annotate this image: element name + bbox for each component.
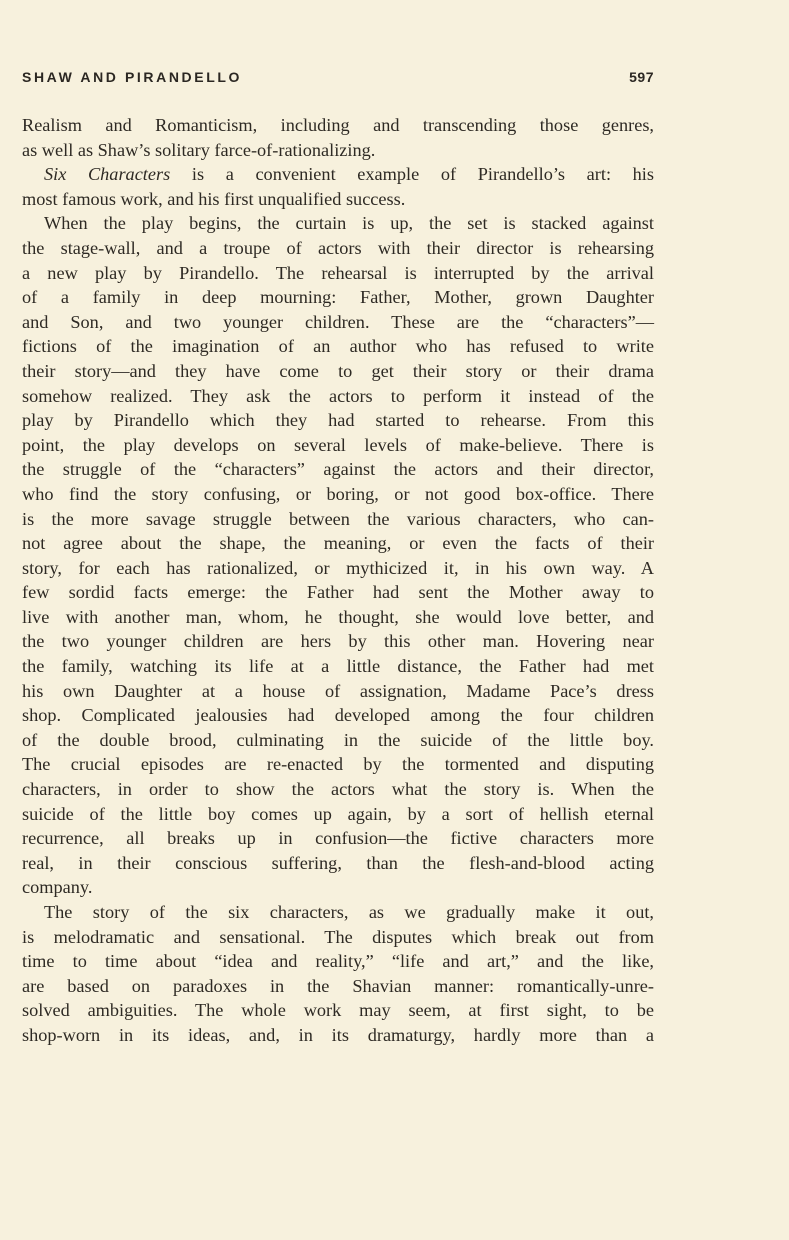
text-line: who find the story confusing, or boring, or not good box-office. There — [22, 483, 654, 504]
text-line: suicide of the little boy comes up again, by a sort of hellish eternal — [22, 803, 654, 824]
page-header — [22, 69, 654, 91]
text-line: characters, in order to show the actors what the story is. When the — [22, 779, 654, 800]
page-number: 597 — [629, 69, 654, 85]
text-line: shop. Complicated jealousies had developed among the four children — [22, 705, 654, 726]
text-line: the two younger children are hers by this other man. Hovering near — [22, 631, 654, 652]
text-line: shop-worn in its ideas, and, in its dramaturgy, hardly more than a — [22, 1024, 654, 1045]
paragraph — [22, 113, 654, 162]
text-line: real, in their conscious suffering, than the flesh-and-blood acting — [22, 852, 654, 873]
paragraph — [22, 211, 654, 900]
text-line: The crucial episodes are re-enacted by the tormented and disputing — [22, 754, 654, 775]
text-line: a new play by Pirandello. The rehearsal is interrupted by the arrival — [22, 262, 654, 283]
text-line: play by Pirandello which they had started to rehearse. From this — [22, 410, 654, 431]
text-line: solved ambiguities. The whole work may seem, at first sight, to be — [22, 1000, 654, 1021]
text-line: The story of the six characters, as we gradually make it out, — [44, 902, 654, 922]
text-line — [22, 162, 654, 187]
body-text — [22, 113, 654, 1048]
text-line: company. — [22, 877, 93, 898]
text-line: are based on paradoxes in the Shavian manner: romantically-unre- — [22, 975, 654, 996]
text-line: time to time about “idea and reality,” “life and art,” and the like, — [22, 951, 654, 972]
text-line: fictions of the imagination of an author who has refused to write — [22, 336, 654, 357]
text-line: the struggle of the “characters” against the actors and their director, — [22, 459, 654, 480]
text-line: most famous work, and his first unqualified success. — [22, 188, 406, 209]
text-line: of the double brood, culminating in the suicide of the little boy. — [22, 729, 654, 750]
text-line: of a family in deep mourning: Father, Mother, grown Daughter — [22, 287, 654, 308]
text-line: is melodramatic and sensational. The disputes which break out from — [22, 926, 654, 947]
paragraph — [22, 900, 654, 1048]
text-line: story, for each has rationalized, or mythicized it, in his own way. A — [22, 557, 654, 578]
running-head: SHAW AND PIRANDELLO — [22, 69, 242, 85]
text-line: few sordid facts emerge: the Father had sent the Mother away to — [22, 582, 654, 603]
text-line: their story—and they have come to get their story or their drama — [22, 360, 654, 381]
text-line: as well as Shaw’s solitary farce-of-rationalizing. — [22, 139, 376, 160]
text-line: his own Daughter at a house of assignation, Madame Pace’s dress — [22, 680, 654, 701]
paragraph — [22, 162, 654, 211]
play-title: Six Characters — [44, 164, 171, 185]
text-line: live with another man, whom, he thought, she would love better, and — [22, 606, 654, 627]
text-line: Realism and Romanticism, including and transcending those genres, — [22, 115, 654, 135]
text-line: is the more savage struggle between the various characters, who can- — [22, 508, 654, 529]
text-line: When the play begins, the curtain is up, the set is stacked against — [44, 213, 654, 234]
text-run: is a convenient example of Pirandello’s art: his — [170, 164, 654, 185]
text-line: the stage-wall, and a troupe of actors with their director is rehearsing — [22, 237, 654, 258]
text-line: not agree about the shape, the meaning, or even the facts of their — [22, 533, 654, 554]
text-line: and Son, and two younger children. These are the “characters”— — [22, 311, 654, 332]
text-line: recurrence, all breaks up in confusion—the fictive characters more — [22, 828, 654, 849]
text-line: somehow realized. They ask the actors to perform it instead of the — [22, 385, 654, 406]
text-line: point, the play develops on several levels of make-believe. There is — [22, 434, 654, 455]
text-line: the family, watching its life at a little distance, the Father had met — [22, 656, 654, 677]
